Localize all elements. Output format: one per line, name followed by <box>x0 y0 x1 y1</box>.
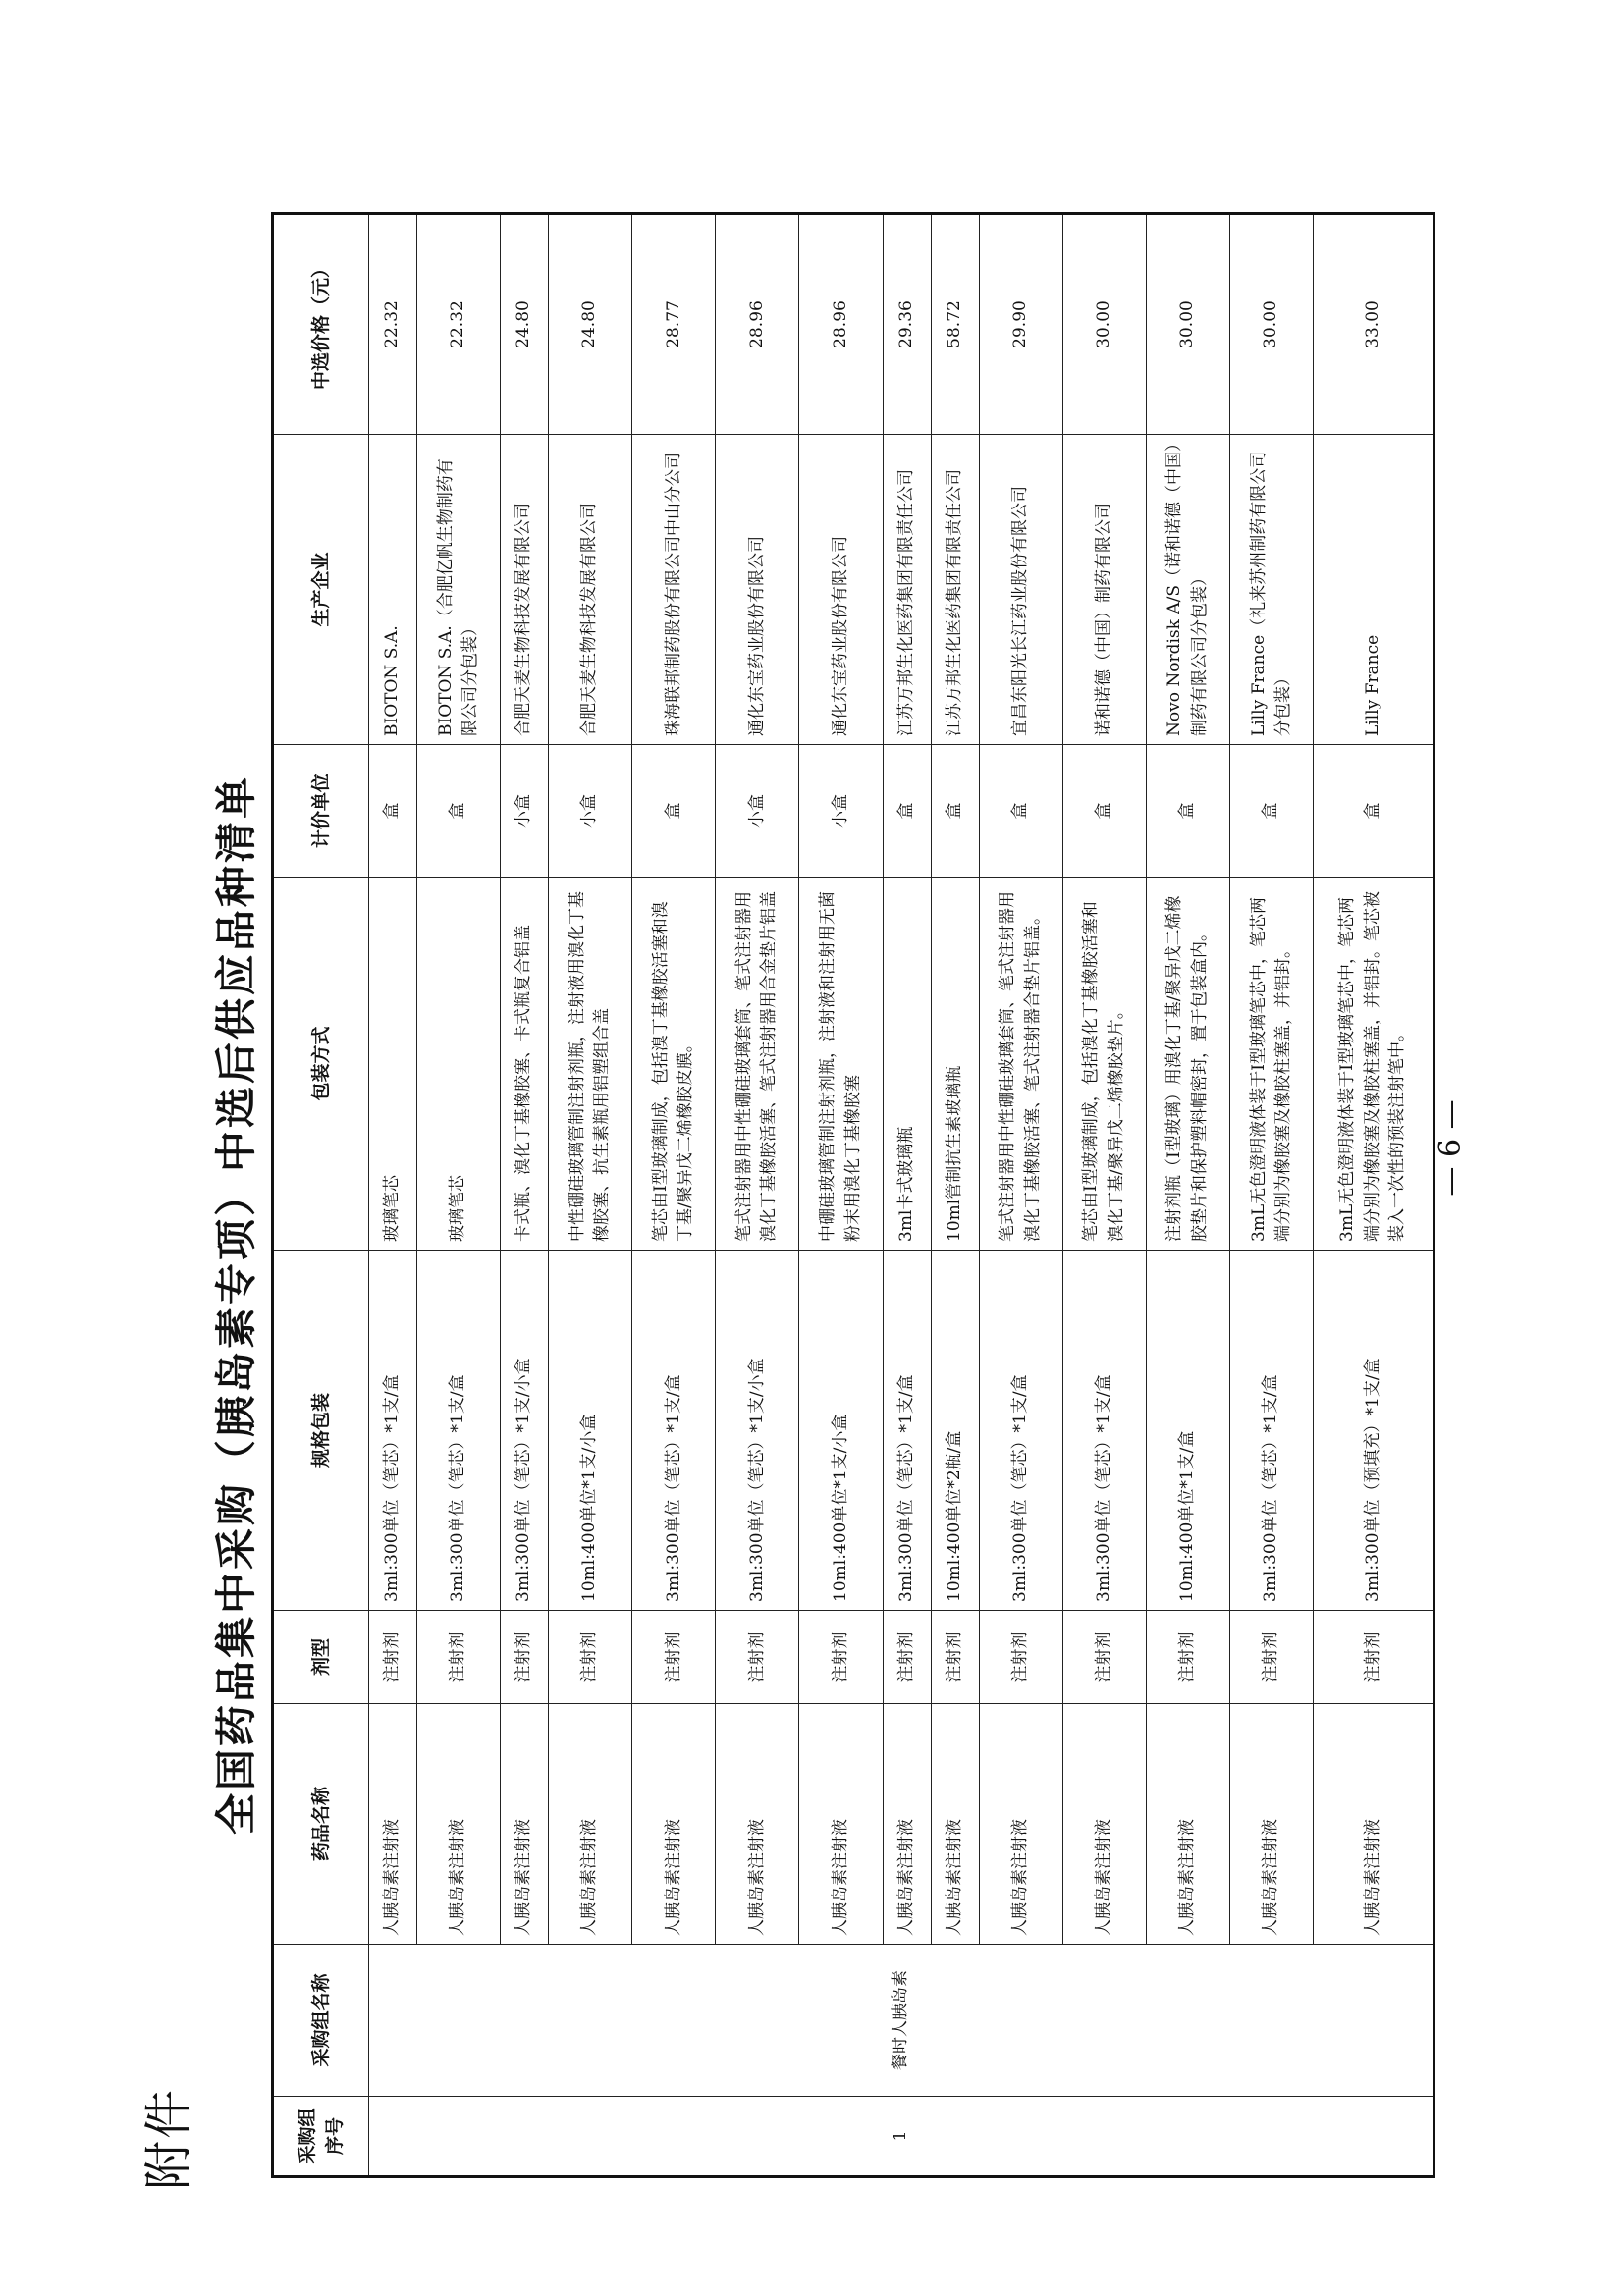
unit-cell: 小盒 <box>716 745 799 878</box>
unit-cell: 盒 <box>1229 745 1313 878</box>
group-number-cell: 1 <box>369 2097 1435 2177</box>
unit-cell: 盒 <box>1146 745 1229 878</box>
manufacturer-cell: Lilly France（礼来苏州制药有限公司分包装） <box>1229 435 1313 745</box>
spec-cell: 3ml:300单位（笔芯）*1支/盒 <box>369 1251 417 1611</box>
col-header-price: 中选价格（元） <box>273 214 369 435</box>
unit-cell: 盒 <box>979 745 1062 878</box>
price-cell: 33.00 <box>1314 214 1435 435</box>
page-title: 全国药品集中采购（胰岛素专项）中选后供应品种清单 <box>212 774 260 1836</box>
supply-list-table <box>271 212 1435 2178</box>
dosage-form-cell: 注射剂 <box>416 1611 500 1704</box>
table-row <box>799 214 883 2177</box>
col-header-unit: 计价单位 <box>273 745 369 878</box>
price-cell: 29.90 <box>979 214 1062 435</box>
drug-name-cell: 人胰岛素注射液 <box>416 1704 500 1945</box>
unit-cell: 盒 <box>1062 745 1146 878</box>
price-cell: 24.80 <box>549 214 632 435</box>
packaging-cell: 10ml管制抗生素玻璃瓶 <box>931 878 979 1251</box>
dosage-form-cell: 注射剂 <box>501 1611 549 1704</box>
drug-name-cell: 人胰岛素注射液 <box>799 1704 883 1945</box>
col-header-drug-name: 药品名称 <box>273 1704 369 1945</box>
dosage-form-cell: 注射剂 <box>1229 1611 1313 1704</box>
spec-cell: 3ml:300单位（笔芯）*1支/盒 <box>979 1251 1062 1611</box>
spec-cell: 10ml:400单位*2瓶/盒 <box>931 1251 979 1611</box>
price-cell: 28.96 <box>716 214 799 435</box>
col-header-group-no: 采购组序号 <box>273 2097 369 2177</box>
unit-cell: 小盒 <box>799 745 883 878</box>
dosage-form-cell: 注射剂 <box>369 1611 417 1704</box>
manufacturer-cell: BIOTON S.A. <box>369 435 417 745</box>
spec-cell: 3ml:300单位（笔芯）*1支/盒 <box>416 1251 500 1611</box>
unit-cell: 盒 <box>416 745 500 878</box>
attachment-label: 附件 <box>140 2088 197 2190</box>
table-row <box>1062 214 1146 2177</box>
manufacturer-cell: 江苏万邦生化医药集团有限责任公司 <box>883 435 931 745</box>
drug-name-cell: 人胰岛素注射液 <box>1229 1704 1313 1945</box>
drug-name-cell: 人胰岛素注射液 <box>369 1704 417 1945</box>
spec-cell: 3ml:300单位（笔芯）*1支/盒 <box>1062 1251 1146 1611</box>
price-cell: 28.77 <box>632 214 716 435</box>
drug-name-cell: 人胰岛素注射液 <box>1146 1704 1229 1945</box>
unit-cell: 小盒 <box>549 745 632 878</box>
spec-cell: 3ml:300单位（笔芯）*1支/盒 <box>1229 1251 1313 1611</box>
spec-cell: 3ml:300单位（笔芯）*1支/盒 <box>632 1251 716 1611</box>
manufacturer-cell: 合肥天麦生物科技发展有限公司 <box>549 435 632 745</box>
packaging-cell: 注射剂瓶（I型玻璃）用溴化丁基/聚异戊二烯橡胶垫片和保护塑料帽密封，置于包装盒内。 <box>1146 878 1229 1251</box>
manufacturer-cell: 宜昌东阳光长江药业股份有限公司 <box>979 435 1062 745</box>
group-name-cell: 餐时人胰岛素 <box>369 1945 1435 2097</box>
table-row <box>549 214 632 2177</box>
manufacturer-cell: 诺和诺德（中国）制药有限公司 <box>1062 435 1146 745</box>
price-cell: 28.96 <box>799 214 883 435</box>
table-row <box>979 214 1062 2177</box>
drug-name-cell: 人胰岛素注射液 <box>632 1704 716 1945</box>
manufacturer-cell: 通化东宝药业股份有限公司 <box>799 435 883 745</box>
drug-name-cell: 人胰岛素注射液 <box>931 1704 979 1945</box>
unit-cell: 盒 <box>1314 745 1435 878</box>
manufacturer-cell: 珠海联邦制药股份有限公司中山分公司 <box>632 435 716 745</box>
manufacturer-cell: Lilly France <box>1314 435 1435 745</box>
packaging-cell: 笔芯由I型玻璃制成，包括溴丁基橡胶活塞和溴丁基/聚异戊二烯橡胶皮膜。 <box>632 878 716 1251</box>
drug-name-cell: 人胰岛素注射液 <box>1314 1704 1435 1945</box>
drug-name-cell: 人胰岛素注射液 <box>549 1704 632 1945</box>
col-header-group-name: 采购组名称 <box>273 1945 369 2097</box>
dosage-form-cell: 注射剂 <box>883 1611 931 1704</box>
packaging-cell: 3ml卡式玻璃瓶 <box>883 878 931 1251</box>
packaging-cell: 3mL无色澄明液体装于I型玻璃笔芯中，笔芯两端分别为橡胶塞及橡胶柱塞盖，并铝封。笔芯被装入一次性的预装注射笔中。 <box>1314 878 1435 1251</box>
col-header-dosage-form: 剂型 <box>273 1611 369 1704</box>
spec-cell: 3ml:300单位（笔芯）*1支/小盒 <box>501 1251 549 1611</box>
spec-cell: 10ml:400单位*1支/盒 <box>1146 1251 1229 1611</box>
price-cell: 22.32 <box>416 214 500 435</box>
packaging-cell: 中性硼硅玻璃管制注射剂瓶，注射液用溴化丁基橡胶塞、抗生素瓶用铝塑组合盖 <box>549 878 632 1251</box>
table-row <box>883 214 931 2177</box>
packaging-cell: 3mL无色澄明液体装于I型玻璃笔芯中，笔芯两端分别为橡胶塞及橡胶柱塞盖，并铝封。 <box>1229 878 1313 1251</box>
dosage-form-cell: 注射剂 <box>1062 1611 1146 1704</box>
manufacturer-cell: 通化东宝药业股份有限公司 <box>716 435 799 745</box>
table-row <box>416 214 500 2177</box>
page-number: — 6 — <box>1434 1099 1468 1197</box>
spec-cell: 10ml:400单位*1支/小盒 <box>549 1251 632 1611</box>
price-cell: 29.36 <box>883 214 931 435</box>
drug-name-cell: 人胰岛素注射液 <box>716 1704 799 1945</box>
table-header-row <box>273 214 369 2177</box>
packaging-cell: 中硼硅玻璃管制注射剂瓶，注射液和注射用无菌粉末用溴化丁基橡胶塞 <box>799 878 883 1251</box>
packaging-cell: 笔芯由I型玻璃制成，包括溴化丁基橡胶活塞和溴化丁基/聚异戊二烯橡胶垫片。 <box>1062 878 1146 1251</box>
dosage-form-cell: 注射剂 <box>1146 1611 1229 1704</box>
unit-cell: 盒 <box>931 745 979 878</box>
packaging-cell: 笔式注射器用中性硼硅玻璃套筒、笔式注射器用溴化丁基橡胶活塞、笔式注射器用合金垫片铝盖 <box>716 878 799 1251</box>
spec-cell: 3ml:300单位（笔芯）*1支/小盒 <box>716 1251 799 1611</box>
dosage-form-cell: 注射剂 <box>632 1611 716 1704</box>
drug-name-cell: 人胰岛素注射液 <box>979 1704 1062 1945</box>
drug-name-cell: 人胰岛素注射液 <box>501 1704 549 1945</box>
manufacturer-cell: 合肥天麦生物科技发展有限公司 <box>501 435 549 745</box>
manufacturer-cell: BIOTON S.A.（合肥亿帆生物制药有限公司分包装） <box>416 435 500 745</box>
dosage-form-cell: 注射剂 <box>979 1611 1062 1704</box>
col-header-packaging: 包装方式 <box>273 878 369 1251</box>
price-cell: 24.80 <box>501 214 549 435</box>
table-row <box>1314 214 1435 2177</box>
table-row <box>632 214 716 2177</box>
dosage-form-cell: 注射剂 <box>716 1611 799 1704</box>
dosage-form-cell: 注射剂 <box>931 1611 979 1704</box>
manufacturer-cell: 江苏万邦生化医药集团有限责任公司 <box>931 435 979 745</box>
drug-name-cell: 人胰岛素注射液 <box>883 1704 931 1945</box>
unit-cell: 盒 <box>369 745 417 878</box>
price-cell: 58.72 <box>931 214 979 435</box>
table-row <box>501 214 549 2177</box>
col-header-spec: 规格包装 <box>273 1251 369 1611</box>
spec-cell: 10ml:400单位*1支/小盒 <box>799 1251 883 1611</box>
manufacturer-cell: Novo Nordisk A/S（诺和诺德（中国）制药有限公司分包装） <box>1146 435 1229 745</box>
unit-cell: 盒 <box>883 745 931 878</box>
table-row <box>1229 214 1313 2177</box>
price-cell: 30.00 <box>1229 214 1313 435</box>
price-cell: 30.00 <box>1062 214 1146 435</box>
col-header-manufacturer: 生产企业 <box>273 435 369 745</box>
packaging-cell: 玻璃笔芯 <box>369 878 417 1251</box>
drug-name-cell: 人胰岛素注射液 <box>1062 1704 1146 1945</box>
table-row <box>716 214 799 2177</box>
spec-cell: 3ml:300单位（笔芯）*1支/盒 <box>883 1251 931 1611</box>
unit-cell: 盒 <box>632 745 716 878</box>
table-row <box>1146 214 1229 2177</box>
spec-cell: 3ml:300单位（预填充）*1支/盒 <box>1314 1251 1435 1611</box>
table-row <box>931 214 979 2177</box>
packaging-cell: 笔式注射器用中性硼硅玻璃套筒、笔式注射器用溴化丁基橡胶活塞、笔式注射器合垫片铝盖。 <box>979 878 1062 1251</box>
price-cell: 22.32 <box>369 214 417 435</box>
table-row <box>369 214 417 2177</box>
packaging-cell: 玻璃笔芯 <box>416 878 500 1251</box>
price-cell: 30.00 <box>1146 214 1229 435</box>
dosage-form-cell: 注射剂 <box>1314 1611 1435 1704</box>
packaging-cell: 卡式瓶、溴化丁基橡胶塞、卡式瓶复合铝盖 <box>501 878 549 1251</box>
dosage-form-cell: 注射剂 <box>549 1611 632 1704</box>
dosage-form-cell: 注射剂 <box>799 1611 883 1704</box>
unit-cell: 小盒 <box>501 745 549 878</box>
